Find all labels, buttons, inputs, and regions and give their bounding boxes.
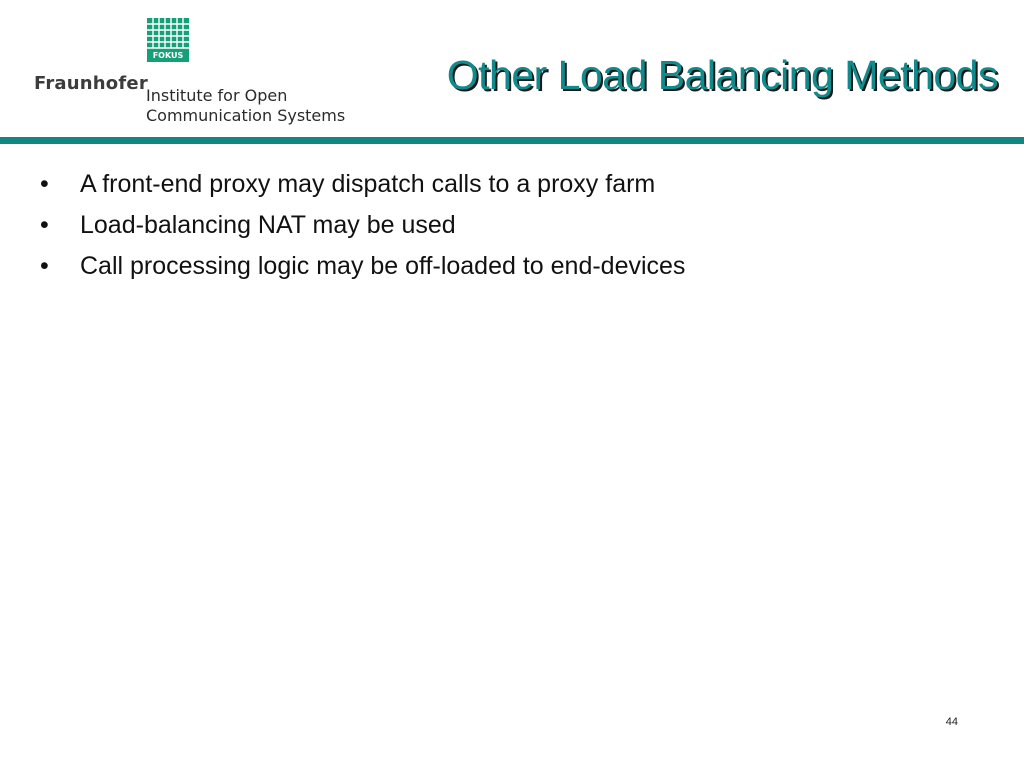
- bullet-text: Load-balancing NAT may be used: [80, 211, 456, 239]
- bullet-marker: •: [40, 252, 49, 280]
- bullet-marker: •: [40, 211, 49, 239]
- logo-badge-text: FOKUS: [152, 51, 184, 60]
- institute-line-1: Institute for Open: [146, 86, 288, 105]
- bullet-text: A front-end proxy may dispatch calls to a proxy farm: [80, 170, 656, 198]
- brand-name: Fraunhofer: [34, 73, 148, 94]
- fokus-logo: [147, 18, 189, 62]
- institute-line-2: Communication Systems: [146, 106, 346, 125]
- bullet-text: Call processing logic may be off-loaded to end-devices: [80, 252, 686, 280]
- bullet-marker: •: [40, 170, 49, 198]
- page-number: 44: [945, 716, 958, 728]
- header-divider: [0, 137, 1024, 144]
- fokus-logo-grid-icon: [147, 18, 189, 62]
- slide-title: Other Load Balancing Methods: [446, 52, 998, 98]
